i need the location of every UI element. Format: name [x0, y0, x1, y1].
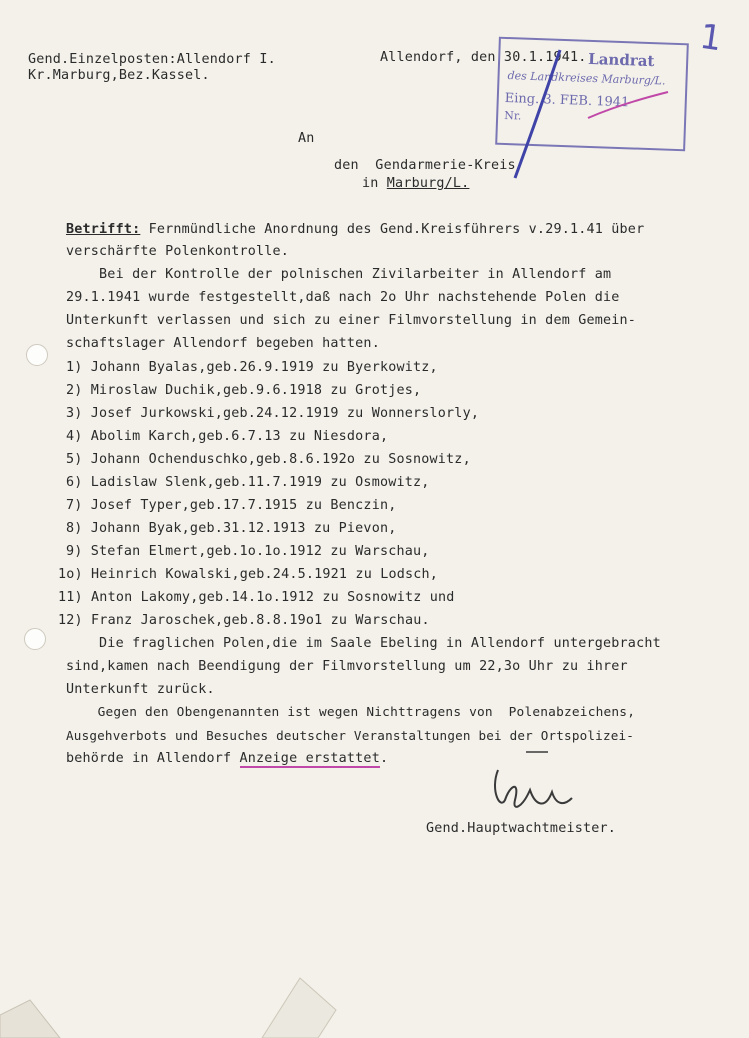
highlighted-anzeige: Anzeige erstattet	[239, 751, 380, 766]
subject-line-2: verschärfte Polenkontrolle.	[66, 244, 290, 259]
address-place: Marburg/L.	[386, 176, 470, 191]
person-item: 9) Stefan Elmert,geb.1o.1o.1912 zu Warschau,	[66, 544, 430, 559]
person-item: 1) Johann Byalas,geb.26.9.1919 zu Byerkowitz,	[66, 360, 438, 375]
subject-text-1: Fernmündliche Anordnung des Gend.Kreisführers v.29.1.41 über	[140, 222, 645, 237]
person-item: 12) Franz Jaroschek,geb.8.8.19o1 zu Warschau.	[58, 613, 430, 628]
person-item: 11) Anton Lakomy,geb.14.1o.1912 zu Sosnowitz und	[58, 590, 455, 605]
page-number: 1	[697, 16, 725, 60]
stamp-authority: des Landkreises Marburg/L.	[507, 69, 666, 88]
signature-title: Gend.Hauptwachtmeister.	[426, 821, 617, 836]
para3-prefix: behörde in Allendorf	[66, 751, 240, 766]
para1-line-3: Unterkunft verlassen und sich zu einer Filmvorstellung in dem Gemein-	[66, 313, 637, 328]
person-item: 1o) Heinrich Kowalski,geb.24.5.1921 zu Lodsch,	[58, 567, 439, 582]
person-item: 4) Abolim Karch,geb.6.7.13 zu Niesdora,	[66, 429, 389, 444]
person-item: 2) Miroslaw Duchik,geb.9.6.1918 zu Grotjes,	[66, 383, 422, 398]
para2-line-1: Die fraglichen Polen,die im Saale Ebeling in Allendorf untergebracht	[66, 636, 661, 651]
para1-line-2: 29.1.1941 wurde festgestellt,daß nach 2o Uhr nachstehende Polen die	[66, 290, 620, 305]
para2-line-3: Unterkunft zurück.	[66, 682, 215, 697]
para3-line-1: Gegen den Obengenannten ist wegen Nichttragens von Polenabzeichens,	[66, 705, 636, 720]
stamp-title: Landrat	[587, 49, 655, 71]
para3-suffix: .	[379, 751, 389, 766]
stamp-date: Eing. 3. FEB. 1941	[504, 90, 630, 111]
person-item: 5) Johann Ochenduschko,geb.8.6.192o zu Sosnowitz,	[66, 452, 471, 467]
address-in: in	[362, 176, 379, 191]
person-item: 7) Josef Typer,geb.17.7.1915 zu Benczin,	[66, 498, 397, 513]
place-date: Allendorf, den 30.1.1941.	[380, 50, 587, 65]
address-line-1: den Gendarmerie-Kreis	[334, 158, 516, 173]
para3-line-2: Ausgehverbots und Besuches deutscher Veranstaltungen bei der Ortspolizei-	[66, 728, 635, 743]
sender-line-1: Gend.Einzelposten:Allendorf I.	[28, 52, 276, 67]
para1-line-1: Bei der Kontrolle der polnischen Zivilarbeiter in Allendorf am	[66, 267, 612, 282]
person-item: 3) Josef Jurkowski,geb.24.12.1919 zu Wonnerslorly,	[66, 406, 480, 421]
para1-line-4: schaftslager Allendorf begeben hatten.	[66, 336, 380, 351]
stamp-number: Nr.	[503, 108, 522, 123]
person-item: 6) Ladislaw Slenk,geb.11.7.1919 zu Osmowitz,	[66, 475, 430, 490]
sender-line-2: Kr.Marburg,Bez.Kassel.	[28, 68, 210, 83]
subject-label: Betrifft:	[66, 222, 141, 237]
person-item: 8) Johann Byak,geb.31.12.1913 zu Pievon,	[66, 521, 397, 536]
para2-line-2: sind,kamen nach Beendigung der Filmvorstellung um 22,3o Uhr zu ihrer	[66, 659, 628, 674]
address-an: An	[298, 131, 315, 146]
